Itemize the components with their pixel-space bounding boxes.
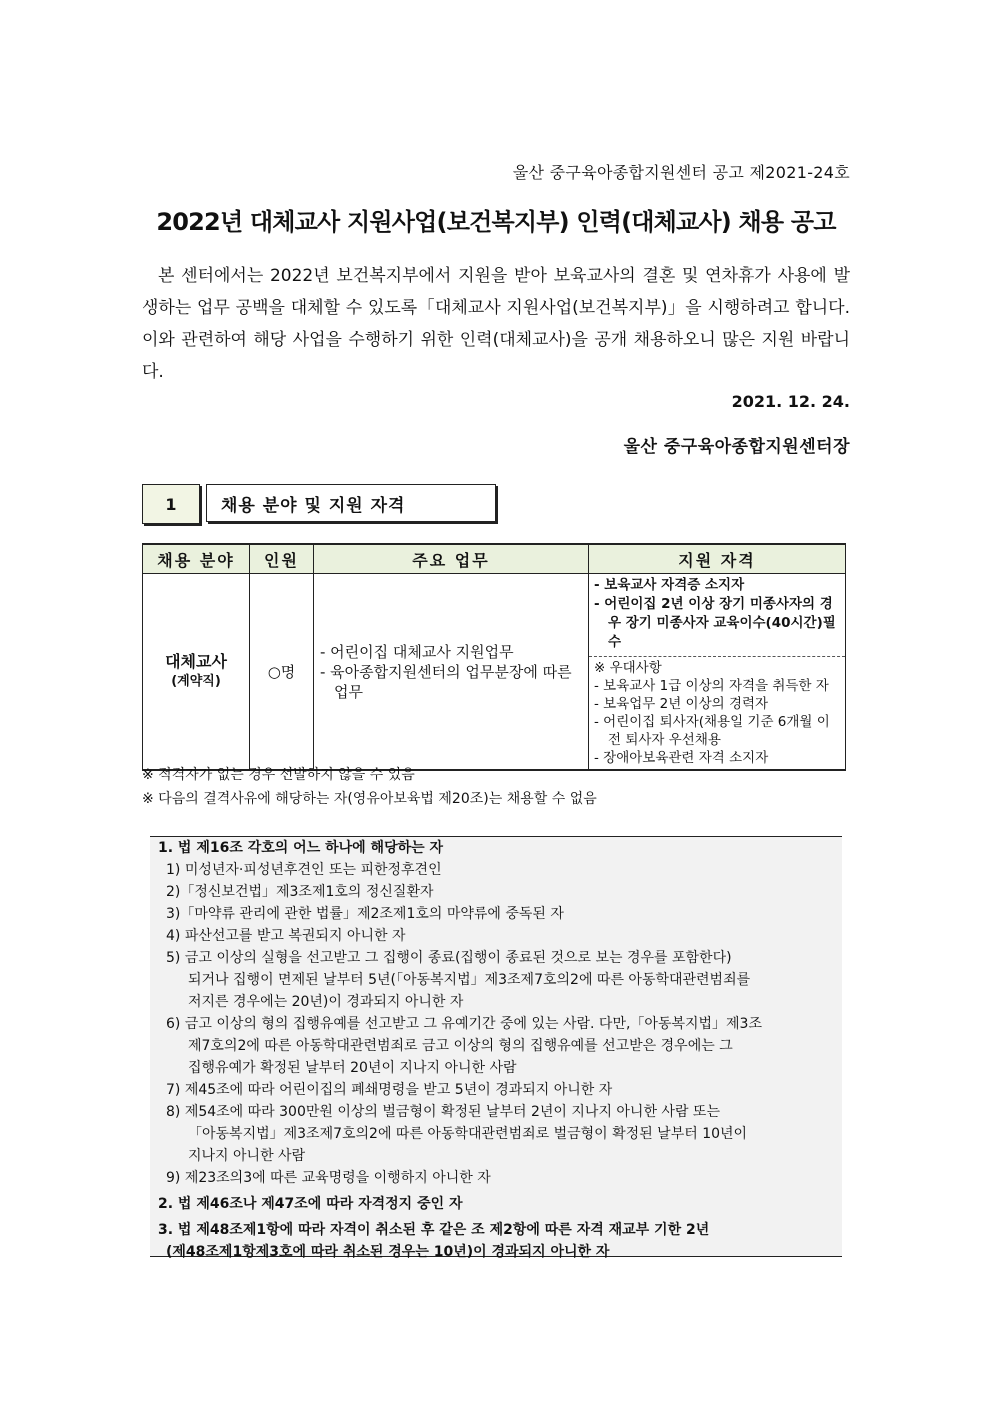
intro-text: 본 센터에서는 2022년 보건복지부에서 지원을 받아 보육교사의 결혼 및 연차휴가 사용에 발생하는 업무 공백을 대체할 수 있도록「대체교사 지원사업(보건복지부)」을 시행하려고 합니다. 이와 관련하여 해당 사업을 수행하기 위한 인력(대체교사)을 공개 채용하오니 많은 지원 바랍니다. — [142, 266, 850, 382]
disq-subitem-cont: 지나지 아니한 사람 — [188, 1148, 306, 1164]
table-row — [143, 574, 846, 771]
header-qualifications: 지원 자격 — [589, 544, 846, 574]
disq-subitem: 9) 제23조의3에 따른 교육명령을 이행하지 아니한 자 — [166, 1170, 491, 1186]
header-count: 인원 — [250, 544, 314, 574]
field-contract-type: (계약직) — [171, 673, 221, 689]
disq-subitem: 4) 파산선고를 받고 복권되지 아니한 자 — [166, 928, 406, 944]
disq-item: 2. 법 제46조나 제47조에 따라 자격정지 중인 자 — [158, 1196, 463, 1212]
disq-item: 3. 법 제48조제1항에 따라 자격이 취소된 후 같은 조 제2항에 따른 자격 재교부 기한 2년 — [158, 1222, 710, 1238]
required-item: - 어린이집 2년 이상 장기 미종사자의 경우 장기 미종사자 교육이수(40시간)필수 — [594, 596, 836, 650]
disq-subitem-cont: 집행유예가 확정된 날부터 20년이 지나지 아니한 사람 — [188, 1060, 517, 1076]
required-qualifications — [589, 574, 845, 657]
disq-subitem-cont: 저지른 경우에는 20년)이 경과되지 아니한 자 — [188, 994, 464, 1010]
notice-number: 울산 중구육아종합지원센터 공고 제2021-24호 — [512, 163, 850, 182]
preferred-item: - 어린이집 퇴사자(채용일 기준 6개월 이전 퇴사자 우선채용 — [594, 714, 830, 748]
preferred-title: ※ 우대사항 — [594, 660, 662, 676]
disq-subitem: 6) 금고 이상의 형의 집행유예를 선고받고 그 유예기간 중에 있는 사람. 다만,「아동복지법」제3조 — [166, 1016, 762, 1032]
note-disqualification: ※ 다음의 결격사유에 해당하는 자(영유아보육법 제20조)는 채용할 수 없음 — [142, 791, 597, 807]
required-item: - 보육교사 자격증 소지자 — [594, 577, 745, 593]
disq-subitem: 8) 제54조에 따라 300만원 이상의 벌금형이 확정된 날부터 2년이 지나지 아니한 사람 또는 — [166, 1104, 720, 1120]
disq-subitem: 3)「마약류 관리에 관한 법률」제2조제1호의 마약류에 중독된 자 — [166, 906, 564, 922]
disq-subitem: 2)「정신보건법」제3조제1호의 정신질환자 — [166, 884, 434, 900]
preferred-qualifications — [589, 657, 845, 769]
section-title: 채용 분야 및 지원 자격 — [206, 484, 496, 522]
preferred-item: - 장애아보육관련 자격 소지자 — [594, 750, 769, 766]
duty-item: - 육아종합지원센터의 업무분장에 따른 업무 — [320, 662, 572, 701]
disq-subitem-cont: 되거나 집행이 면제된 날부터 5년(「아동복지법」제3조제7호의2에 따른 아동학대관련범죄를 — [188, 972, 751, 988]
disqualification-box — [150, 836, 842, 1260]
recruitment-table — [142, 543, 846, 771]
intro-paragraph — [142, 260, 850, 388]
header-field: 채용 분야 — [143, 544, 250, 574]
disq-subitem: 5) 금고 이상의 실형을 선고받고 그 집행이 종료(집행이 종료된 것으로 보는 경우를 포함한다) — [166, 950, 732, 966]
field-cell — [143, 574, 250, 771]
qualifications-cell — [589, 574, 846, 771]
note-no-candidate: ※ 적격자가 없는 경우 선발하지 않을 수 있음 — [142, 767, 415, 783]
header-duties: 주요 업무 — [314, 544, 589, 574]
field-name: 대체교사 — [165, 651, 227, 671]
disq-subitem-cont: 「아동복지법」제3조제7호의2에 따른 아동학대관련범죄로 벌금형이 확정된 날부터 10년이 — [188, 1126, 748, 1142]
disq-subitem-cont: 제7호의2에 따른 아동학대관련범죄로 금고 이상의 형의 집행유예를 선고받은 경우에는 그 — [188, 1038, 733, 1054]
preferred-item: - 보육교사 1급 이상의 자격을 취득한 자 — [594, 678, 829, 694]
notice-date: 2021. 12. 24. — [731, 392, 850, 411]
preferred-item: - 보육업무 2년 이상의 경력자 — [594, 696, 769, 712]
page-title: 2022년 대체교사 지원사업(보건복지부) 인력(대체교사) 채용 공고 — [156, 208, 836, 236]
disq-item: 1. 법 제16조 각호의 어느 하나에 해당하는 자 — [158, 840, 444, 856]
disq-subitem: 1) 미성년자·피성년후견인 또는 피한정후견인 — [166, 862, 442, 878]
count-cell: ○명 — [250, 574, 314, 771]
disq-subitem: 7) 제45조에 따라 어린이집의 폐쇄명령을 받고 5년이 경과되지 아니한 자 — [166, 1082, 613, 1098]
duties-cell — [314, 574, 589, 771]
table-header-row — [143, 544, 846, 574]
duty-item: - 어린이집 대체교사 지원업무 — [320, 642, 514, 661]
disq-item-cont: (제48조제1항제3호에 따라 취소된 경우는 10년)이 경과되지 아니한 자 — [166, 1244, 610, 1260]
section-number: 1 — [142, 484, 200, 524]
issuer: 울산 중구육아종합지원센터장 — [623, 437, 850, 457]
